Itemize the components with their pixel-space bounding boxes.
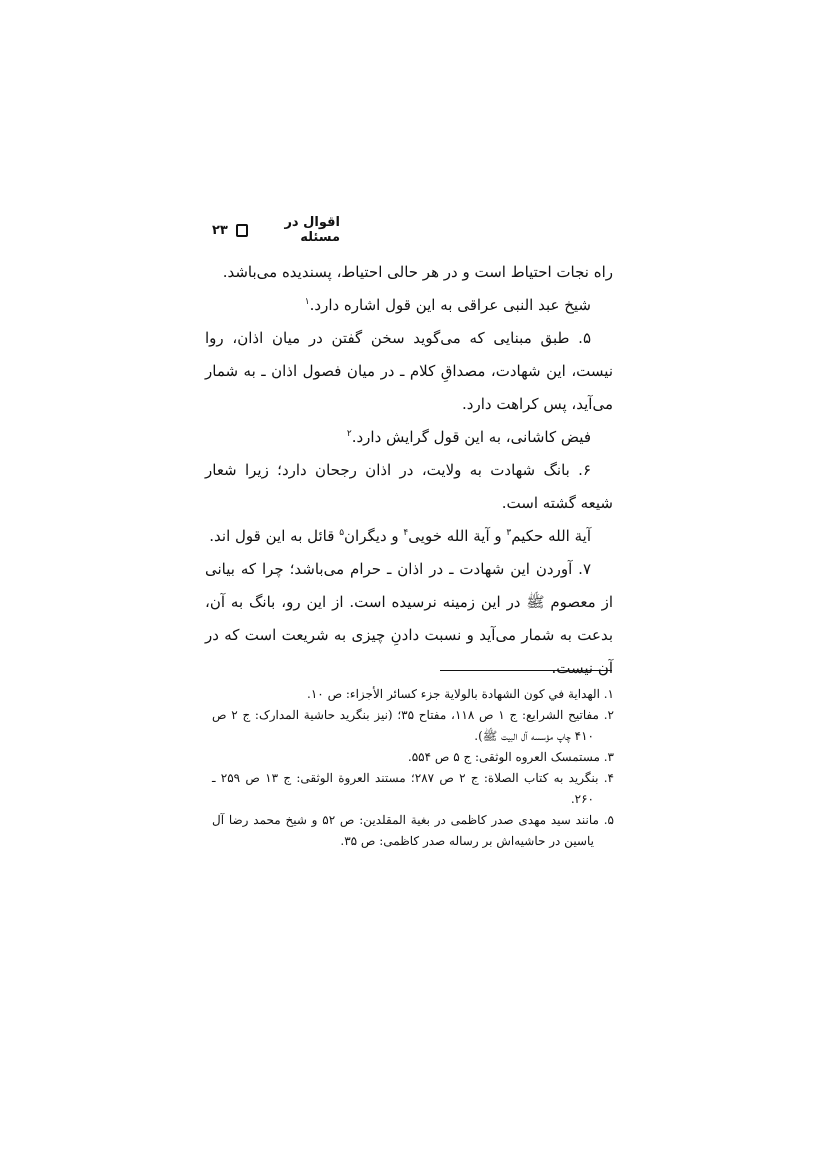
- paragraph-6-part-1: آیة الله حکیم: [511, 527, 591, 545]
- paragraph-4-text: فیض کاشانی، به این قول گرایش دارد.: [351, 428, 591, 446]
- paragraph-7-text: ۷. آوردن این شهادت ـ در اذان ـ حرام می‌باشد؛ چرا که بیانی از معصوم ﷺ در این زمینه نرسیده است. از این رو، بانگ به آن، بدعت به شمار می‌آید و نسبت دادنِ چیزی به شریعت است که در آن نیست.: [205, 560, 613, 677]
- footnote-ref-3: ۳: [506, 528, 512, 538]
- paragraph-5-text: ۶. بانگ شهادت به ولایت، در اذان رجحان دارد؛ زیرا شعار شیعه گشته است.: [205, 461, 613, 512]
- paragraph-6: [205, 520, 613, 553]
- paragraph-6-part-2: و آیة الله خویی: [408, 527, 507, 545]
- footnote-4: ۴. بنگرید به کتاب الصلاة: ج ۲ ص ۲۸۷؛ مستند العروة الوثقی: ج ۱۳ ص ۲۵۹ ـ ۲۶۰.: [212, 771, 614, 806]
- paragraph-3-text: ۵. طبق مبنایی که می‌گوید سخن گفتن در میان اذان، روا نیست، این شهادت، مصداقِ کلام ـ در میان فصول اذان ـ به شمار می‌آید، پس کراهت دارد.: [205, 329, 613, 413]
- running-header: [212, 215, 340, 245]
- header-title: اقوال در مسئله: [284, 215, 340, 245]
- footnote-ref-4: ۴: [403, 528, 409, 538]
- footnote-3: ۳. مستمسک العروه الوثقی: ج ۵ ص ۵۵۴.: [407, 750, 614, 764]
- main-text: [205, 256, 613, 685]
- paragraph-1: [205, 256, 613, 289]
- paragraph-6-part-4: قائل به این قول اند.: [209, 527, 340, 545]
- footnotes: [212, 684, 614, 852]
- paragraph-4: [205, 421, 613, 454]
- footnote-1: ۱. الهدایة في کون الشهادة بالولایة جزء کسائر الأجزاء: ص ۱۰.: [307, 687, 614, 701]
- square-box-icon: [236, 224, 248, 237]
- footnote-2: ۲. مفاتیح الشرایع: ج ۱ ص ۱۱۸، مفتاح ۳۵؛ (نیز بنگرید حاشیة المدارک: ج ۲ ص ۴۱۰ چاپ مؤسسه آل البیت ﷺ).: [212, 708, 614, 743]
- footnote-ref-1: ۱: [304, 297, 310, 307]
- footnote-ref-5: ۵: [339, 528, 345, 538]
- footnote-ref-2: ۲: [346, 429, 352, 439]
- paragraph-2-text: شیخ عبد النبی عراقی به این قول اشاره دارد.: [309, 296, 591, 314]
- footnote-5: ۵. مانند سید مهدی صدر کاظمی در بغیة المقلدین: ص ۵۲ و شیخ محمد رضا آل یاسین در حاشیه‌اش بر رساله صدر کاظمی: ص ۳۵.: [212, 813, 614, 848]
- footnote-separator: [440, 670, 612, 671]
- paragraph-6-part-3: و دیگران: [344, 527, 404, 545]
- paragraph-5: [205, 454, 613, 520]
- paragraph-1-text: راه نجات احتیاط است و در هر حالی احتیاط، پسندیده می‌باشد.: [222, 263, 613, 281]
- paragraph-2: [205, 289, 613, 322]
- page-number: ۲۳: [212, 222, 228, 238]
- paragraph-3: [205, 322, 613, 421]
- paragraph-7: [205, 553, 613, 685]
